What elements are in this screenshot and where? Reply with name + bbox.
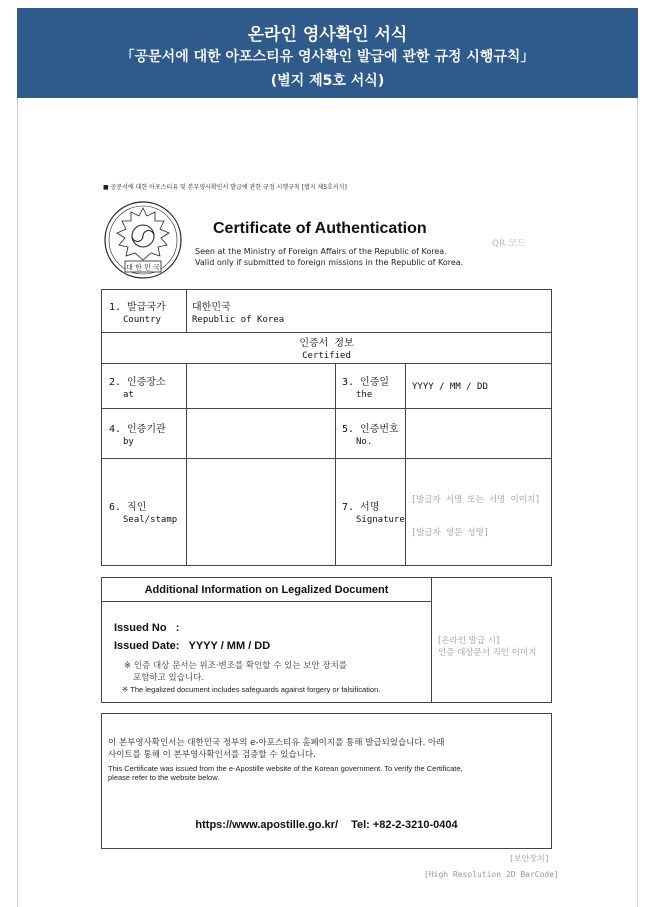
divider [102,408,551,409]
additional-info-box [101,577,552,703]
certificate-info-table [101,289,552,566]
seal-text: 대 한 민 국 [126,263,160,272]
info-english: This Certificate was issued from the e-Apostille website of the Korean government. To verify the Certificate, please refer to the website below. [108,764,463,782]
number-label: 5. 인증번호 No. [342,424,399,447]
header-form-number: (별지 제5호 서식) [270,73,385,89]
divider [335,363,336,565]
header-regulation: 「공문서에 대한 아포스티유 영사확인 발급에 관한 규정 시행규칙」 [120,49,535,65]
regulation-notice: ■ 공문서에 대한 아포스티유 및 본부영사확인서 발급에 관한 규정 시행규칙 [별지 제5호서식] [103,184,347,191]
date-label: 3. 인증일 the [342,377,390,400]
note-english: ※ The legalized document includes safeguards against forgery or falsification. [122,685,381,694]
divider [405,363,406,565]
security-device-placeholder: [보안장치] [509,854,550,863]
verification-info-box [101,713,552,849]
website-link[interactable]: https://www.apostille.go.kr/ [195,819,339,831]
divider [102,332,551,333]
place-label: 2. 인증장소 at [109,377,166,400]
country-value: 대한민국 Republic of Korea [192,302,285,325]
divider [186,363,187,565]
divider [186,290,187,332]
contact-line [102,819,551,831]
additional-info-title: Additional Information on Legalized Document [144,584,389,596]
divider [102,601,431,602]
qr-code-placeholder: QR 코드 [492,239,526,249]
seal-label: 6. 직인 Seal/stamp [109,502,178,525]
authority-label: 4. 인증기관 by [109,424,166,447]
date-value: YYYY / MM / DD [412,382,488,392]
government-seal-icon [103,200,183,280]
divider [431,578,432,702]
info-korean: 이 본부영사확인서는 대한민국 정부의 e-아포스티유 홈페이지를 통해 발급되었습니다. 아래 사이트를 통해 이 본부영사확인서를 검증할 수 있습니다. [108,738,445,760]
issued-date-row [114,640,270,652]
certified-heading: 인증서 정보 Certified [299,338,354,361]
telephone: Tel: +82-2-3210-0404 [351,819,458,831]
barcode-placeholder: [High Resolution 2D BarCode] [424,870,559,879]
stamp-placeholder-1: [온라인 발급 시] [438,636,500,646]
name-placeholder: [발급자 영문 성명] [411,528,489,538]
divider [102,458,551,459]
signature-label: 7. 서명 Signature [342,502,405,525]
note-korean: ※ 인증 대상 문서는 위조·변조를 확인할 수 있는 보안 장치를 포함하고 있습니다. [124,661,347,683]
certificate-subtitle-1: Seen at the Ministry of Foreign Affairs of the Republic of Korea. [195,247,447,256]
signature-placeholder: [발급자 서명 또는 서명 이미지] [411,495,541,505]
issued-date-label: Issued Date: [114,640,180,652]
issued-no-label: Issued No : [114,622,180,634]
divider [102,363,551,364]
page-header [17,8,638,98]
header-title: 온라인 영사확인 서식 [247,25,408,45]
country-label: 1. 발급국가 Country [109,302,166,325]
issued-date-value: YYYY / MM / DD [188,640,271,652]
stamp-placeholder-2: 인증 대상문서 직인 이미지 [438,648,537,658]
certificate-subtitle-2: Valid only if submitted to foreign missions in the Republic of Korea. [195,258,464,267]
certificate-title: Certificate of Authentication [213,220,427,237]
